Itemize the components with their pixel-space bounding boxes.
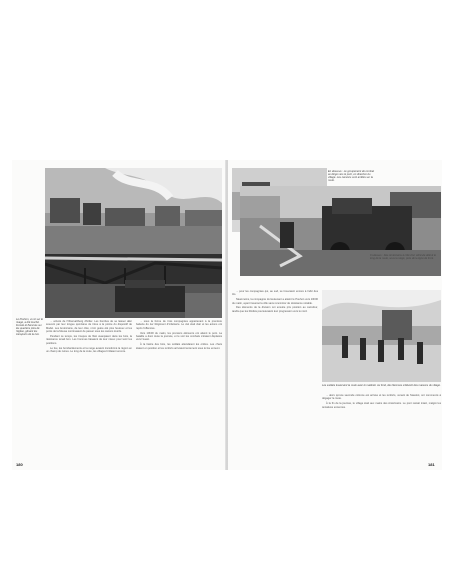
paragraph: ... arrivés de l'Obersalzberg d'Hitler. Les bombes de se laisser aller souvent par leur longue quinzaine de trêve à la pointe du dispositif de Model. Les Américains, de leur côté, n'ont guère été plus heureux et les ponts de la Meuse continuaient de passer sous les canons lourds. — [46, 320, 132, 334]
left-page-number: 180 — [16, 462, 23, 467]
paragraph: Pendant ce temps, les troupes de l'Est avançaient dans les bois, la résistance tenait bon. Les hommes faisaient de leur mieux pour tenir les positions. — [46, 335, 132, 345]
paragraph: À la lisière des bois, les soldats attendaient les ordres. Les chars étaient en position et les renforts arrivaient lentement sous le feu ennemi. — [136, 343, 222, 350]
right-page-column-1 — [232, 290, 318, 458]
paragraph: ... pour les compagnies qui, au sud, se trouvaient encore à l'abri des tirs. — [232, 290, 318, 297]
paragraph: Des éléments de la division ont ensuite pris position au carrefour, tandis que les blindés poursuivaient leur progression vers le nord. — [232, 306, 318, 313]
photo-destroyed-vehicle — [240, 186, 441, 276]
left-page-column-2 — [136, 320, 222, 458]
right-bottom-caption: Les soldats traversent la route avec le matériel. Au fond, des flammes s'élèvent des maisons du village. — [322, 384, 441, 387]
photo-soldiers-crossing — [322, 290, 441, 382]
photo-burning-town-bridge — [45, 168, 222, 318]
paragraph: Vers 10h00 du matin, les premiers éléments ont atteint le pont. La bataille a duré toute la journée, et le soir les combats s'étaient déplacés vers l'ouest. — [136, 331, 222, 342]
paragraph: ... alors qu'une seconde colonne est arrivée et les renforts, venant de Stavelot, ont commencé à dégager la route. — [322, 394, 441, 401]
right-mid-caption: Ci-dessus : Des Américains à côté d'un véhicule détruit le long de la route, sous la neige, près de la ligne de front. — [370, 254, 436, 261]
paragraph: ... sous la forme de trois compagnies appartenant à la première batterie du 1er Régiment d'infanterie. Le ciel était clair et les avions ont repris l'offensive. — [136, 320, 222, 330]
paragraph: Néanmoins, la compagnie du lieutenant a atteint le Pouhon vers 10h00 du matin, ayant traversé la ville sans rencontrer de résistance notable. — [232, 298, 318, 305]
right-top-caption: En dessous : Le groupement de combat se dirige vers le pont, en direction du village. Les camions sont arrêtés sur la route. — [328, 170, 374, 183]
left-photo-caption: Le Pouhon, vu ici sur le rivage, a été touché. Fumée et flammes sur les quartiers près de l'église, gênant les transports de la rive. — [16, 318, 43, 337]
left-page-column-1 — [46, 320, 132, 458]
paragraph: Le feu, les bombardements et la neige avaient transformé la région en un champ de ruines. Le long de la route, les villages brûlaient encore. — [46, 346, 132, 353]
right-page-number: 181 — [428, 462, 435, 467]
paragraph: À la fin de la journée, le village était aux mains des Américains. Le pont restait intact, malgré les tentatives ennemies. — [322, 402, 441, 409]
right-page-column-2 — [322, 394, 441, 458]
